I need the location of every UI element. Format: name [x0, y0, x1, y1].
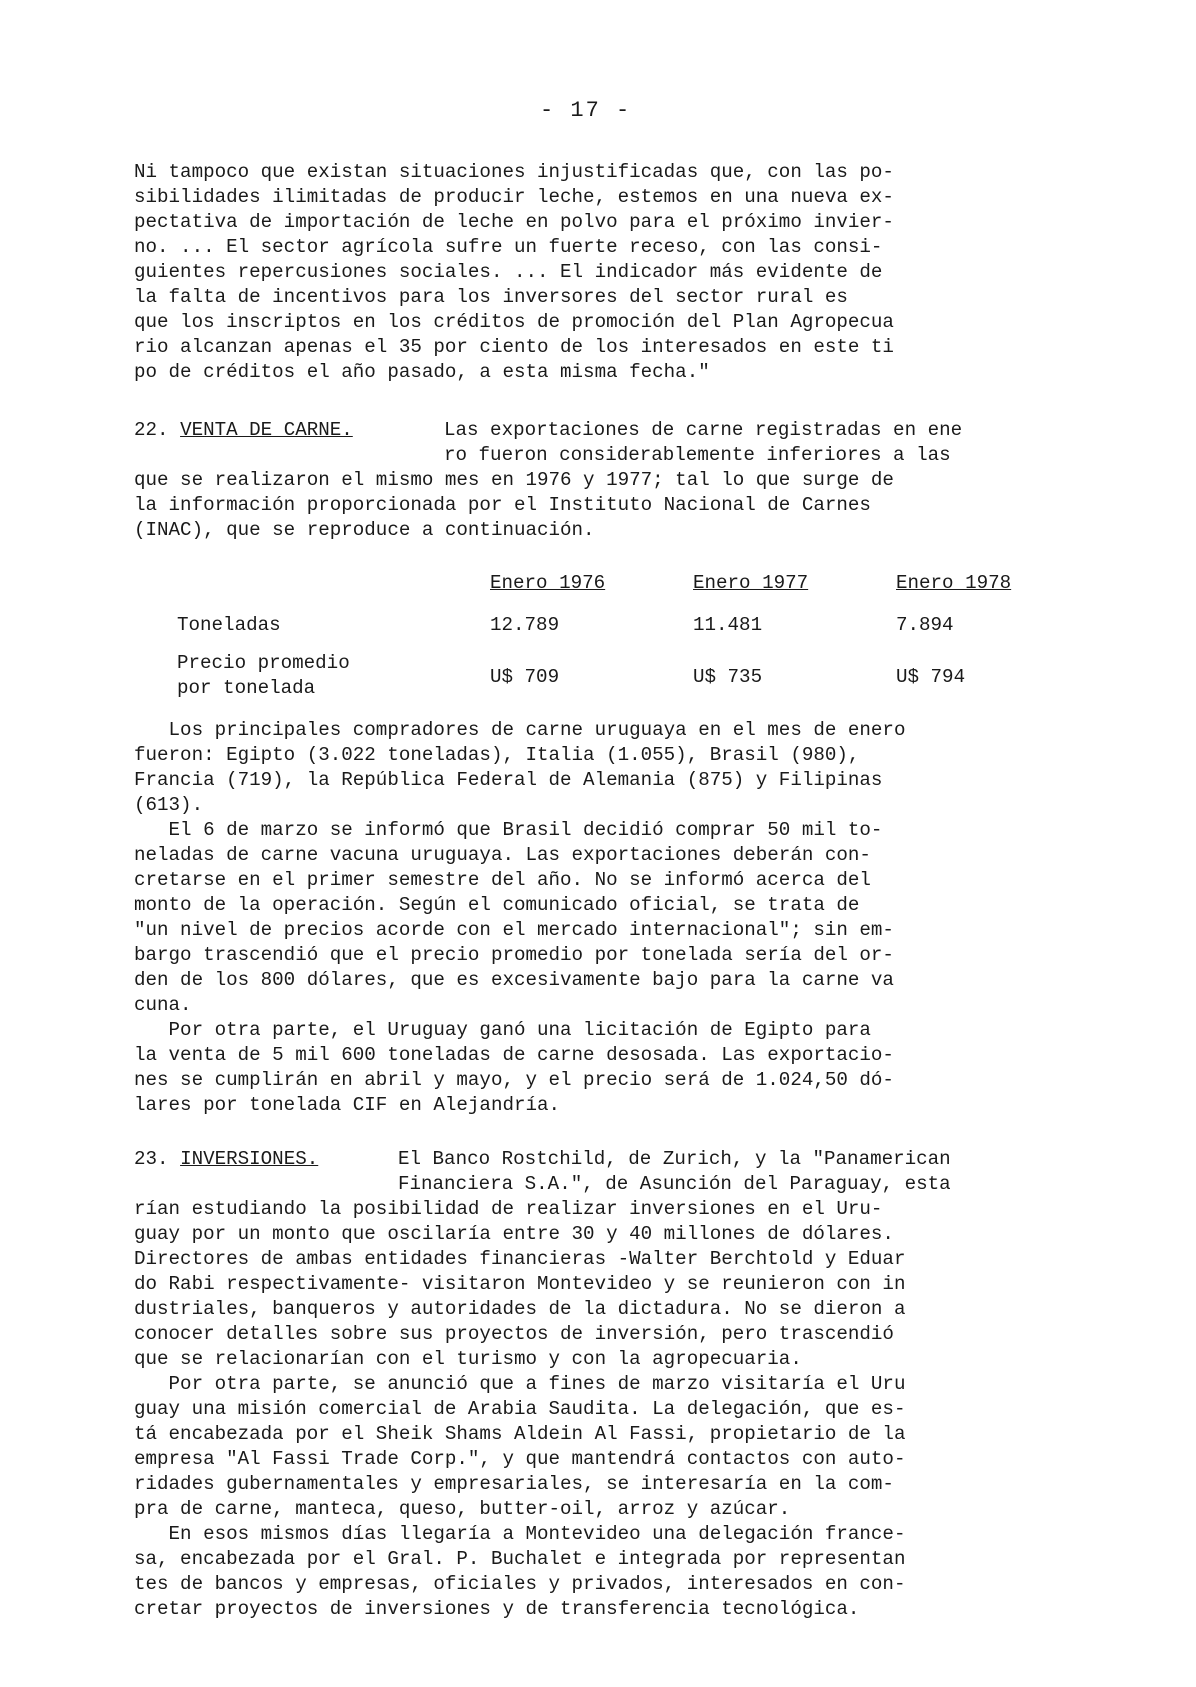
- text-line: guay una misión comercial de Arabia Saudita. La delegación, que es-: [134, 1398, 906, 1420]
- text-line: empresa "Al Fassi Trade Corp.", y que mantendrá contactos con auto-: [134, 1448, 906, 1470]
- text-line: El 6 de marzo se informó que Brasil decidió comprar 50 mil to-: [134, 819, 883, 841]
- text-line: ridades gubernamentales y empresariales, se interesaría en la com-: [134, 1473, 894, 1495]
- text-line: En esos mismos días llegaría a Montevideo una delegación france-: [134, 1523, 906, 1545]
- text-line: pra de carne, manteca, queso, butter-oil, arroz y azúcar.: [134, 1498, 791, 1520]
- text-line: Por otra parte, el Uruguay ganó una licitación de Egipto para: [134, 1019, 871, 1041]
- text-line: la falta de incentivos para los inversores del sector rural es: [134, 286, 848, 308]
- text-line: sibilidades ilimitadas de producir leche, estemos en una nueva ex-: [134, 186, 894, 208]
- text-line: Directores de ambas entidades financieras -Walter Berchtold y Eduar: [134, 1248, 906, 1270]
- text-line: nes se cumplirán en abril y mayo, y el precio será de 1.024,50 dó-: [134, 1069, 894, 1091]
- text-line: Los principales compradores de carne uruguaya en el mes de enero: [134, 719, 906, 741]
- text-line: guientes repercusiones sociales. ... El indicador más evidente de: [134, 261, 883, 283]
- text-line: monto de la operación. Según el comunicado oficial, se trata de: [134, 894, 860, 916]
- column-header: Enero 1976: [490, 572, 606, 594]
- text-line: tá encabezada por el Sheik Shams Aldein Al Fassi, propietario de la: [134, 1423, 906, 1445]
- text-line: la venta de 5 mil 600 toneladas de carne desosada. Las exportacio-: [134, 1044, 894, 1066]
- table-cell: 11.481: [693, 614, 763, 636]
- text-line: Ni tampoco que existan situaciones injustificadas que, con las po-: [134, 161, 894, 183]
- text-line: guay por un monto que oscilaría entre 30 y 40 millones de dólares.: [134, 1223, 894, 1245]
- table-cell: U$ 709: [490, 666, 560, 688]
- text-line: cuna.: [134, 994, 192, 1016]
- text-line: sa, encabezada por el Gral. P. Buchalet e integrada por representan: [134, 1548, 906, 1570]
- text-line: El Banco Rostchild, de Zurich, y la "Panamerican: [398, 1148, 951, 1170]
- text-line: Las exportaciones de carne registradas en ene: [444, 419, 963, 441]
- table-cell: 7.894: [896, 614, 954, 636]
- text-line: la información proporcionada por el Instituto Nacional de Carnes: [134, 494, 871, 516]
- table-cell: 12.789: [490, 614, 560, 636]
- text-line: den de los 800 dólares, que es excesivamente bajo para la carne va: [134, 969, 894, 991]
- table-cell: U$ 735: [693, 666, 763, 688]
- section-heading: INVERSIONES.: [180, 1148, 319, 1170]
- row-label: Precio promedio: [177, 652, 350, 674]
- text-line: cretar proyectos de inversiones y de transferencia tecnológica.: [134, 1598, 860, 1620]
- text-line: (INAC), que se reproduce a continuación.: [134, 519, 595, 541]
- text-line: Financiera S.A.", de Asunción del Paraguay, esta: [398, 1173, 951, 1195]
- text-line: dustriales, banqueros y autoridades de la dictadura. No se dieron a: [134, 1298, 906, 1320]
- text-line: bargo trascendió que el precio promedio por tonelada sería del or-: [134, 944, 894, 966]
- text-line: lares por tonelada CIF en Alejandría.: [134, 1094, 561, 1116]
- column-header: Enero 1977: [693, 572, 809, 594]
- text-line: no. ... El sector agrícola sufre un fuerte receso, con las consi-: [134, 236, 883, 258]
- page-number: - 17 -: [540, 98, 632, 123]
- section-number: 23.: [134, 1148, 169, 1170]
- section-number: 22.: [134, 419, 169, 441]
- text-line: do Rabi respectivamente- visitaron Montevideo y se reunieron con in: [134, 1273, 906, 1295]
- row-label: por tonelada: [177, 677, 316, 699]
- text-line: rían estudiando la posibilidad de realizar inversiones en el Uru-: [134, 1198, 883, 1220]
- section-heading: VENTA DE CARNE.: [180, 419, 353, 441]
- text-line: pectativa de importación de leche en polvo para el próximo invier-: [134, 211, 894, 233]
- text-line: "un nivel de precios acorde con el mercado internacional"; sin em-: [134, 919, 894, 941]
- row-label: Toneladas: [177, 614, 281, 636]
- text-line: rio alcanzan apenas el 35 por ciento de los interesados en este ti: [134, 336, 894, 358]
- text-line: ro fueron considerablemente inferiores a las: [444, 444, 951, 466]
- text-line: neladas de carne vacuna uruguaya. Las exportaciones deberán con-: [134, 844, 871, 866]
- section-heading-line: [134, 418, 353, 442]
- text-line: que se relacionarían con el turismo y con la agropecuaria.: [134, 1348, 802, 1370]
- column-header: Enero 1978: [896, 572, 1012, 594]
- text-line: cretarse en el primer semestre del año. No se informó acerca del: [134, 869, 871, 891]
- text-line: conocer detalles sobre sus proyectos de inversión, pero trascendió: [134, 1323, 894, 1345]
- text-line: que los inscriptos en los créditos de promoción del Plan Agropecua: [134, 311, 894, 333]
- text-line: fueron: Egipto (3.022 toneladas), Italia (1.055), Brasil (980),: [134, 744, 860, 766]
- text-line: Por otra parte, se anunció que a fines de marzo visitaría el Uru: [134, 1373, 906, 1395]
- text-line: tes de bancos y empresas, oficiales y privados, interesados en con-: [134, 1573, 906, 1595]
- section-heading-line: [134, 1147, 318, 1171]
- text-line: (613).: [134, 794, 204, 816]
- text-line: Francia (719), la República Federal de Alemania (875) y Filipinas: [134, 769, 883, 791]
- text-line: que se realizaron el mismo mes en 1976 y 1977; tal lo que surge de: [134, 469, 894, 491]
- text-line: po de créditos el año pasado, a esta misma fecha.": [134, 361, 710, 383]
- table-cell: U$ 794: [896, 666, 966, 688]
